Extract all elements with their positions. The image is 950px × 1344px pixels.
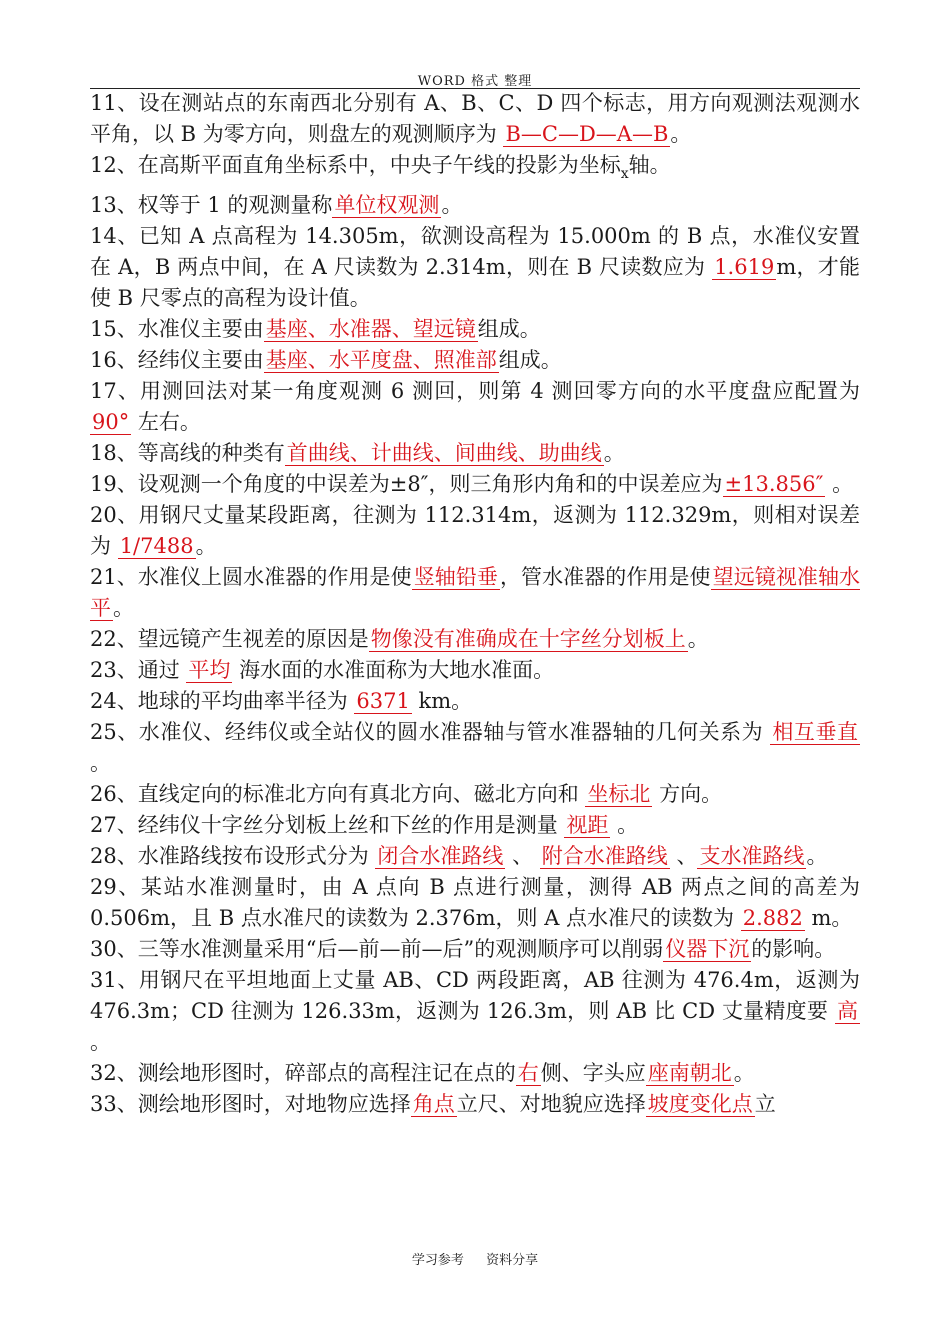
answer-text: 附合水准路线: [541, 844, 668, 868]
question-text: 侧、字头应: [540, 1061, 646, 1085]
question-text: 。: [90, 751, 111, 775]
question-item: [90, 779, 860, 810]
answer-text: 1/7488: [119, 534, 194, 558]
answer-text: 基座、水准器、望远镜: [265, 317, 476, 341]
answer-text: 支水准路线: [699, 844, 805, 868]
question-text: 。: [90, 1030, 111, 1054]
answer-text: 右: [517, 1061, 539, 1085]
page-footer: [0, 1249, 950, 1268]
answer-text: 首曲线、计曲线、间曲线、助曲线: [286, 441, 602, 465]
question-text: 18、等高线的种类有: [90, 441, 285, 465]
question-text: 28、水准路线按布设形式分为: [90, 844, 376, 868]
question-text: 31、用钢尺在平坦地面上丈量 AB、CD 两段距离，AB 往测为 476.4m，返测为 476.3m；CD 往测为 126.33m，返测为 126.3m，则 AB 比 CD 丈量精度要: [90, 968, 860, 1023]
question-item: [90, 221, 860, 314]
question-text: 。: [806, 844, 828, 868]
question-text: km。: [411, 689, 473, 713]
question-item: [90, 469, 860, 500]
question-item: [90, 841, 860, 872]
question-text: 的影响。: [751, 937, 836, 961]
question-text: 组成。: [498, 348, 562, 372]
answer-text: 角点: [412, 1092, 455, 1116]
question-text: 。: [733, 1061, 755, 1085]
question-item: [90, 500, 860, 562]
question-text: 15、水准仪主要由: [90, 317, 264, 341]
question-text: 。: [603, 441, 625, 465]
answer-text: 2.882: [742, 906, 803, 930]
question-item: [90, 314, 860, 345]
answer-text: 望远镜视准轴水平: [90, 565, 861, 620]
question-text: 。: [687, 627, 709, 651]
question-item: [90, 1089, 860, 1120]
question-item: [90, 562, 860, 624]
question-text: 、: [505, 844, 540, 868]
question-item: [90, 438, 860, 469]
question-text: 。: [670, 122, 692, 146]
answer-text: 座南朝北: [647, 1061, 732, 1085]
answer-text: B—C—D—A—B: [505, 122, 669, 146]
answer-text: 高: [837, 999, 858, 1023]
footer-right-text: 资料分享: [486, 1253, 539, 1268]
question-item: [90, 810, 860, 841]
question-item: [90, 150, 860, 190]
question-item: [90, 965, 860, 1058]
question-text: 29、某站水准测量时，由 A 点向 B 点进行测量，测得 AB 两点之间的高差为 0.506m，且 B 点水准尺的读数为 2.376m，则 A 点水准尺的读数为: [90, 875, 860, 930]
question-text: 。: [113, 596, 134, 620]
question-text: 24、地球的平均曲率半径为: [90, 689, 355, 713]
answer-text: 物像没有准确成在十字丝分划板上: [370, 627, 686, 651]
answer-text: 单位权观测: [334, 193, 440, 217]
question-item: [90, 88, 860, 150]
question-text: 方向。: [652, 782, 723, 806]
answer-text: 6371: [356, 689, 410, 713]
question-text: 23、通过: [90, 658, 187, 682]
answer-text: 相互垂直: [772, 720, 858, 744]
question-item: [90, 624, 860, 655]
answer-text: 90°: [92, 410, 130, 434]
footer-left-text: 学习参考: [411, 1253, 464, 1268]
question-text: 20、用钢尺丈量某段距离，往测为 112.314m，返测为 112.329m，则相对误差为: [90, 503, 860, 558]
question-item: [90, 1058, 860, 1089]
question-text: 左右。: [131, 410, 201, 434]
question-item: [90, 655, 860, 686]
question-text: 32、测绘地形图时，碎部点的高程注记在点的: [90, 1061, 516, 1085]
question-text: 。: [195, 534, 217, 558]
question-text: 12、在高斯平面直角坐标系中，中央子午线的投影为坐标: [90, 153, 621, 177]
question-text: 立尺、对地貌应选择: [456, 1092, 646, 1116]
question-text: 16、经纬仪主要由: [90, 348, 264, 372]
question-text: 轴。: [628, 153, 671, 177]
question-text: 海水面的水准面称为大地水准面。: [232, 658, 555, 682]
question-text: 19、设观测一个角度的中误差为±8″，则三角形内角和的中误差应为: [90, 472, 723, 496]
question-text: 。: [610, 813, 639, 837]
question-text: 、: [669, 844, 698, 868]
question-text: 13、权等于 1 的观测量称: [90, 193, 333, 217]
page-header: WORD 格式 整理: [417, 74, 533, 89]
question-text: 30、三等水准测量采用“后—前—前—后”的观测顺序可以削弱: [90, 937, 664, 961]
answer-text: ±13.856″: [724, 472, 824, 496]
answer-text: 坡度变化点: [647, 1092, 753, 1116]
question-text: 。: [441, 193, 463, 217]
question-text: 25、水准仪、经纬仪或全站仪的圆水准器轴与管水准器轴的几何关系为: [90, 720, 771, 744]
question-text: 。: [825, 472, 854, 496]
answer-text: 视距: [566, 813, 609, 837]
question-text: m，才能使 B 尺零点的高程为设计值。: [90, 255, 860, 310]
question-item: [90, 686, 860, 717]
answer-text: 平均: [188, 658, 231, 682]
question-item: [90, 872, 860, 934]
question-item: [90, 717, 860, 779]
subscript-text: x: [620, 166, 629, 182]
answer-text: 基座、水平度盘、照准部: [265, 348, 497, 372]
question-text: 33、测绘地形图时，对地物应选择: [90, 1092, 411, 1116]
answer-text: 闭合水准路线: [377, 844, 504, 868]
question-text: 14、已知 A 点高程为 14.305m，欲测设高程为 15.000m 的 B 点，水准仪安置在 A，B 两点中间，在 A 尺读数为 2.314m，则在 B 尺读数应为: [90, 224, 860, 279]
question-item: [90, 376, 860, 438]
answer-text: 坐标北: [587, 782, 651, 806]
question-text: 组成。: [477, 317, 541, 341]
question-text: 17、用测回法对某一角度观测 6 测回，则第 4 测回零方向的水平度盘应配置为: [90, 379, 860, 403]
answer-text: 1.619: [714, 255, 775, 279]
question-item: [90, 934, 860, 965]
question-item: [90, 345, 860, 376]
question-text: 26、直线定向的标准北方向有真北方向、磁北方向和: [90, 782, 586, 806]
question-text: 27、经纬仪十字丝分划板上丝和下丝的作用是测量: [90, 813, 565, 837]
answer-text: 仪器下沉: [665, 937, 750, 961]
question-text: 21、水准仪上圆水准器的作用是使: [90, 565, 412, 589]
question-text: ，管水准器的作用是使: [499, 565, 711, 589]
question-item: [90, 190, 860, 221]
answer-text: 竖轴铅垂: [413, 565, 498, 589]
question-text: 22、望远镜产生视差的原因是: [90, 627, 369, 651]
question-list: [90, 88, 860, 1120]
question-text: 立: [754, 1092, 776, 1116]
question-text: 11、设在测站点的东南西北分别有 A、B、C、D 四个标志，用方向观测法观测水平角，以 B 为零方向，则盘左的观测顺序为: [90, 91, 860, 146]
question-text: m。: [804, 906, 853, 930]
